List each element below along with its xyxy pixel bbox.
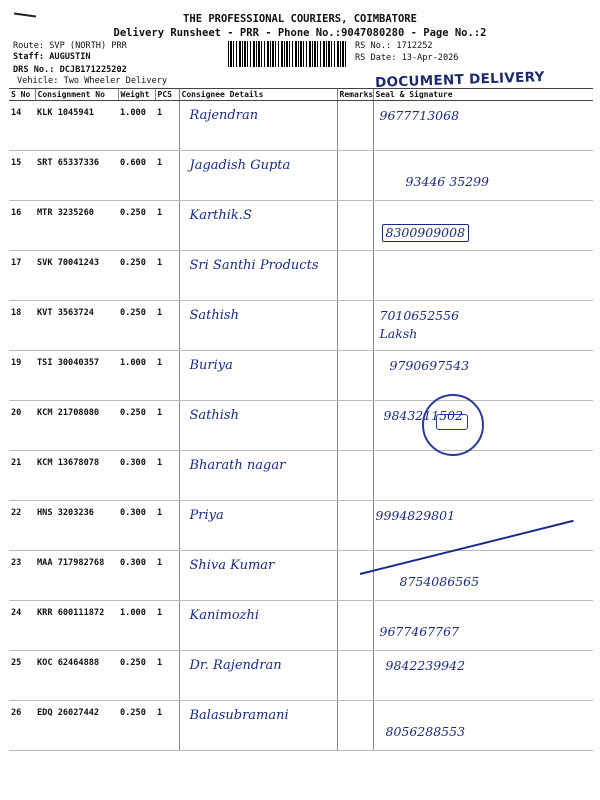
row-sno: 21 [9,451,35,501]
row-pcs: 1 [155,301,179,351]
row-weight: 0.250 [118,301,155,351]
row-pcs: 1 [155,451,179,501]
row-consignment-no: MAA 717982768 [35,551,118,601]
row-pcs: 1 [155,351,179,401]
row-weight: 1.000 [118,101,155,151]
row-sno: 26 [9,701,35,751]
row-remarks [337,451,373,501]
consignee-handwriting: Shiva Kumar [189,558,275,573]
row-pcs: 1 [155,401,179,451]
row-pcs: 1 [155,551,179,601]
row-sno: 20 [9,401,35,451]
row-consignment-no: KCM 21708080 [35,401,118,451]
row-sno: 22 [9,501,35,551]
barcode [228,41,348,67]
drs-number: DRS No.: DCJB171225202 [13,65,127,75]
row-consignment-no: KRR 600111872 [35,601,118,651]
consignee-handwriting: Sathish [189,408,239,423]
row-sno: 19 [9,351,35,401]
table-row [9,701,593,751]
row-remarks [337,301,373,351]
row-pcs: 1 [155,151,179,201]
table-row [9,601,593,651]
row-weight: 1.000 [118,601,155,651]
row-weight: 0.300 [118,551,155,601]
row-weight: 1.000 [118,351,155,401]
row-seal-signature [373,351,593,401]
table-header-row [9,89,593,101]
seal-phone-number: 9677713068 [379,108,460,123]
consignee-handwriting: Karthik.S [189,208,252,223]
row-pcs: 1 [155,651,179,701]
consignee-handwriting: Buriya [189,358,233,373]
row-seal-signature [373,551,593,601]
consignee-handwriting: Rajendran [189,108,259,123]
seal-phone-number: 9843211502 [383,408,464,423]
consignee-handwriting: Jagadish Gupta [189,158,291,173]
row-weight: 0.600 [118,151,155,201]
row-weight: 0.300 [118,451,155,501]
seal-phone-number: 9790697543 [389,358,470,373]
consignee-handwriting: Balasubramani [189,708,289,723]
consignee-handwriting: Dr. Rajendran [189,658,282,673]
company-title: THE PROFESSIONAL COURIERS, COIMBATORE [183,13,417,25]
row-consignee [179,151,337,201]
row-remarks [337,101,373,151]
row-pcs: 1 [155,201,179,251]
row-consignment-no: SVK 70041243 [35,251,118,301]
row-consignment-no: EDQ 26027442 [35,701,118,751]
staff-label: Staff: AUGUSTIN [13,52,91,62]
row-consignment-no: KOC 62464888 [35,651,118,701]
row-sno: 14 [9,101,35,151]
row-consignment-no: KVT 3563724 [35,301,118,351]
vehicle-label: Vehicle: Two Wheeler Delivery [17,76,168,86]
row-consignee [179,301,337,351]
row-seal-signature [373,301,593,351]
row-pcs: 1 [155,101,179,151]
col-pcs: PCS [155,89,179,101]
row-consignee [179,601,337,651]
seal-phone-number: 7010652556 [379,308,460,323]
seal-phone-number: 9842239942 [385,658,466,673]
table-row [9,401,593,451]
consignee-handwriting: Sathish [189,308,239,323]
row-remarks [337,151,373,201]
delivery-table [9,88,593,751]
row-consignee [179,451,337,501]
row-pcs: 1 [155,251,179,301]
row-weight: 0.300 [118,501,155,551]
row-remarks [337,251,373,301]
seal-handwriting: 93446 35299 [405,174,490,189]
table-row [9,301,593,351]
col-weight: Weight [118,89,155,101]
row-weight: 0.250 [118,251,155,301]
row-seal-signature [373,251,593,301]
seal-inner-box [436,414,468,430]
row-consignee [179,501,337,551]
row-sno: 16 [9,201,35,251]
row-remarks [337,601,373,651]
seal-handwriting: 8300909008 [382,224,470,242]
table-row [9,651,593,701]
table-row [9,551,593,601]
row-remarks [337,401,373,451]
table-row [9,151,593,201]
row-sno: 18 [9,301,35,351]
row-remarks [337,651,373,701]
row-consignee [179,401,337,451]
row-remarks [337,501,373,551]
row-consignee [179,351,337,401]
table-row [9,351,593,401]
row-consignee [179,701,337,751]
seal-handwriting: 8754086565 [399,574,480,589]
table-row [9,251,593,301]
row-remarks [337,351,373,401]
row-sno: 24 [9,601,35,651]
runsheet-subtitle: Delivery Runsheet - PRR - Phone No.:9047080280 - Page No.:2 [113,27,487,39]
table-row [9,451,593,501]
row-sno: 23 [9,551,35,601]
row-seal-signature [373,701,593,751]
document-delivery-stamp: DOCUMENT DELIVERY [374,69,545,91]
row-sno: 17 [9,251,35,301]
row-seal-signature [373,151,593,201]
row-remarks [337,551,373,601]
col-consignee: Consignee Details [179,89,337,101]
seal-phone-number: 9994829801 [375,508,456,523]
consignee-handwriting: Kanimozhi [189,608,260,623]
row-seal-signature [373,451,593,501]
seal-handwriting: 8056288553 [385,724,466,739]
row-seal-signature [373,601,593,651]
row-consignment-no: KCM 13678078 [35,451,118,501]
row-sno: 25 [9,651,35,701]
row-weight: 0.250 [118,651,155,701]
row-remarks [337,701,373,751]
col-seal-signature: Seal & Signature [373,89,593,101]
row-consignee [179,101,337,151]
row-seal-signature [373,101,593,151]
row-remarks [337,201,373,251]
col-consignment: Consignment No [35,89,118,101]
row-consignment-no: TSI 30040357 [35,351,118,401]
row-sno: 15 [9,151,35,201]
table-row [9,101,593,151]
row-pcs: 1 [155,601,179,651]
row-consignee [179,251,337,301]
row-weight: 0.250 [118,701,155,751]
seal-handwriting: 9677467767 [379,624,460,639]
col-remarks: Remarks [337,89,373,101]
row-consignee [179,551,337,601]
row-weight: 0.250 [118,401,155,451]
row-pcs: 1 [155,501,179,551]
route-label: Route: SVP (NORTH) PRR [13,41,127,51]
consignee-handwriting: Bharath nagar [189,458,286,473]
table-row [9,501,593,551]
consignee-handwriting: Sri Santhi Products [189,258,319,273]
row-weight: 0.250 [118,201,155,251]
table-row [9,201,593,251]
row-consignee [179,201,337,251]
row-consignment-no: SRT 65337336 [35,151,118,201]
row-consignee [179,651,337,701]
seal-handwriting: Laksh [379,326,418,341]
rs-number: RS No.: 1712252 [355,41,433,51]
col-sno: S No [9,89,35,101]
row-consignment-no: MTR 3235260 [35,201,118,251]
row-consignment-no: KLK 1045941 [35,101,118,151]
row-seal-signature [373,201,593,251]
row-pcs: 1 [155,701,179,751]
row-consignment-no: HNS 3203236 [35,501,118,551]
rs-date: RS Date: 13-Apr-2026 [355,53,459,63]
row-seal-signature [373,651,593,701]
consignee-handwriting: Priya [189,508,224,523]
